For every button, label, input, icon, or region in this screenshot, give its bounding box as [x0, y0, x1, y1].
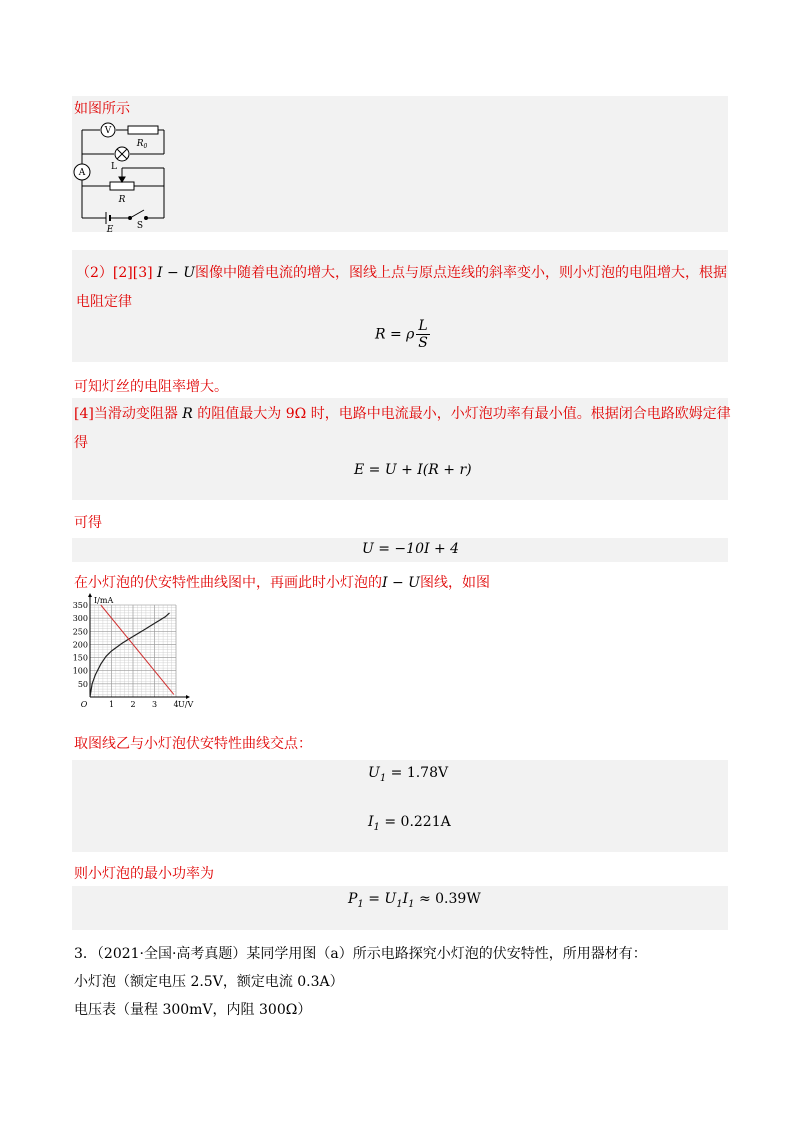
rheostat-label: R [118, 195, 126, 205]
lamp-label: L [111, 162, 117, 172]
y-tick-label: 250 [72, 627, 88, 637]
question-3-item-voltmeter: 电压表（量程 300mV，内阻 300Ω） [74, 1002, 312, 1018]
question-3-item-lamp: 小灯泡（额定电压 2.5V，额定电流 0.3A） [74, 974, 344, 990]
ammeter-label: A [78, 168, 86, 178]
x-tick-label: 1 [108, 700, 115, 709]
battery-label: E [106, 225, 114, 232]
y-tick-label: 300 [72, 614, 88, 624]
x-axis-arrow [186, 695, 190, 699]
i1-value: $I_1 = 0.221A$ [368, 814, 451, 833]
u-equation: U = −10I + 4 [362, 541, 460, 557]
answer-line-law: 电阻定律 [76, 294, 132, 310]
kede-text: 可得 [74, 515, 102, 531]
circuit-caption: 如图所示 [74, 101, 130, 117]
x-tick-label: 3 [151, 700, 158, 709]
y-tick-label: 100 [72, 666, 88, 676]
answer-line-4: [4]当滑动变阻器 R 的阻值最大为 9Ω 时，电路中电流最小，小灯泡功率有最小值。根据闭合电路欧姆定律 [74, 406, 731, 422]
y-axis-arrow [88, 593, 92, 597]
y-axis-label: I/mA [94, 596, 114, 605]
switch-label: S [136, 221, 144, 231]
y-tick-label: 50 [77, 679, 88, 689]
origin-label: O [80, 700, 88, 709]
iu-chart [70, 593, 210, 711]
graph-text: 在小灯泡的伏安特性曲线图中，再画此时小灯泡的I − U图线，如图 [74, 575, 490, 591]
answer-block-circuit [72, 96, 728, 232]
x-tick-label: 2 [130, 700, 136, 709]
r0-label: $R_0$ [136, 139, 148, 150]
ohm-equation: E = U + I(R + r) [354, 462, 472, 478]
minpower-text: 则小灯泡的最小功率为 [74, 866, 214, 882]
x-tick-label: 4 [173, 700, 179, 709]
resistance-equation: R = ρ $\frac{L}{S}$ [375, 318, 428, 351]
intersection-text: 取图线乙与小灯泡伏安特性曲线交点： [74, 736, 312, 752]
power-equation: $P_1 = U_1I_1 \approx 0.39W$ [348, 891, 481, 910]
answer-line-de: 得 [74, 435, 88, 451]
y-tick-label: 350 [72, 601, 88, 610]
y-tick-label: 200 [72, 640, 88, 650]
y-tick-label: 150 [72, 653, 88, 663]
voltmeter-label: V [104, 126, 112, 136]
u1-value: $U_1 = 1.78V$ [368, 765, 449, 784]
answer-line-23: （2）[2][3] I − U图像中随着电流的增大，图线上点与原点连线的斜率变小，则小灯泡的电阻增大，根据 [76, 265, 727, 281]
circuit-diagram [72, 122, 168, 232]
x-axis-label: U/V [178, 700, 194, 709]
question-3-stem: 3．（2021·全国·高考真题）某同学用图（a）所示电路探究小灯泡的伏安特性，所用器材有： [74, 946, 647, 962]
resistivity-text: 可知灯丝的电阻率增大。 [74, 379, 228, 395]
